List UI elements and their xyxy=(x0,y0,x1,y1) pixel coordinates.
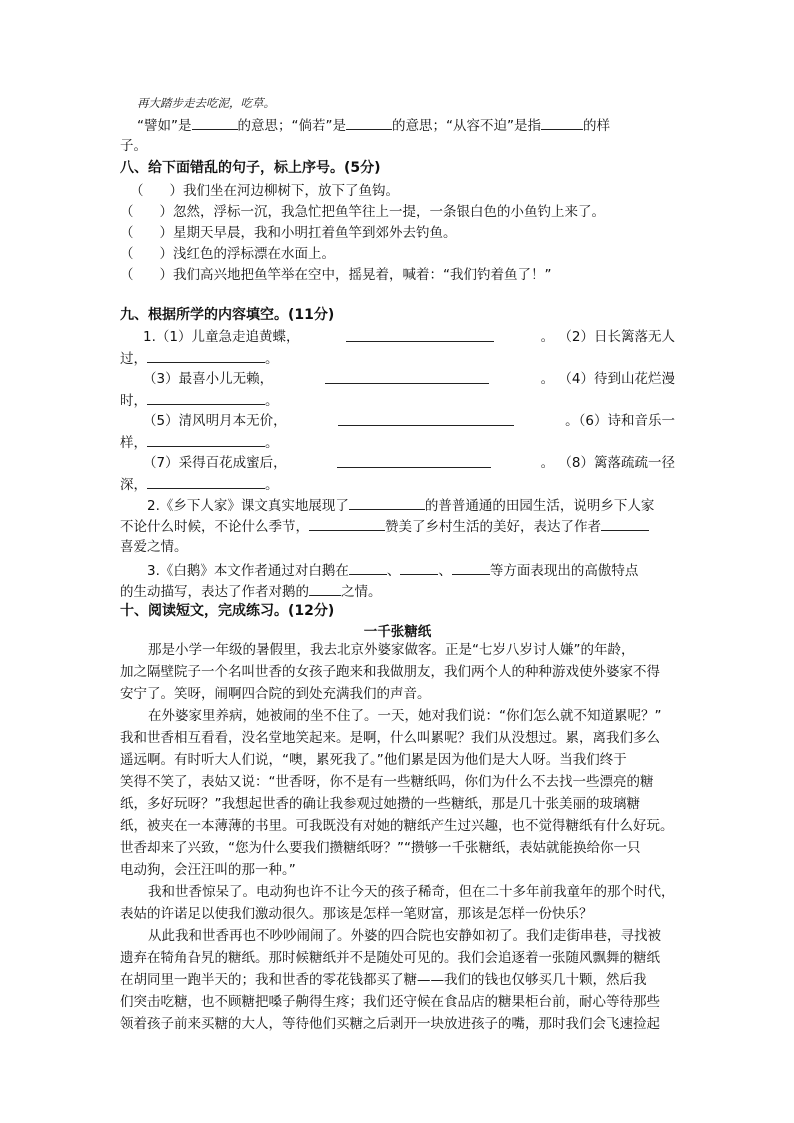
passage-line: 领着孩子前来买糖的大人，等待他们买糖之后剥开一块放进孩子的嘴，那时我们会飞速捡起 xyxy=(120,1016,660,1032)
poem-blank-4[interactable] xyxy=(147,391,265,405)
vocab-blank-2[interactable] xyxy=(346,116,392,130)
passage-line: 在外婆家里养病，她被闹的坐不住了。一天，她对我们说：“你们怎么就不知道累呢？” xyxy=(148,708,662,724)
poem-line: 1.（1）儿童急走追黄蝶， 。 （2）日长篱落无人 xyxy=(143,329,675,345)
poem-blank-5[interactable] xyxy=(338,412,514,426)
poem-blank-1[interactable] xyxy=(346,328,494,342)
q2-blank-2[interactable] xyxy=(309,517,385,531)
q3-blank-4[interactable] xyxy=(309,582,341,596)
passage-title: 一千张糖纸 xyxy=(363,624,432,640)
passage-line: 遥远啊。有时听大人们说，“噢，累死我了。”他们累是因为他们是大人呀。当我们终于 xyxy=(120,752,627,768)
poem-line: 过， 。 xyxy=(120,351,279,367)
order-item: （ ）我们高兴地把鱼竿举在空中，摇晃着，喊着：“我们钓着鱼了！” xyxy=(120,267,552,283)
section-9-heading: 九、根据所学的内容填空。(11分) xyxy=(120,307,335,323)
question-3-line: 的生动描写，表达了作者对鹅的 之情。 xyxy=(120,584,382,600)
section-8-heading: 八、给下面错乱的句子，标上序号。(5分) xyxy=(120,160,381,176)
passage-line: 加之隔壁院子一个名叫世香的女孩子跑来和我做朋友，我们两个人的种种游戏使外婆家不得 xyxy=(120,664,660,680)
q2-blank-3[interactable] xyxy=(601,517,649,531)
poem-line: 样， 。 xyxy=(120,435,279,451)
poem-blank-7[interactable] xyxy=(337,454,491,468)
passage-line: 们突击吃糖，也不顾糖把嗓子齁得生疼；我们还守候在食品店的糖果柜台前，耐心等待那些 xyxy=(120,994,660,1010)
order-item: （ ）忽然，浮标一沉，我急忙把鱼竿往上一提，一条银白色的小鱼钓上来了。 xyxy=(120,204,605,220)
handwritten-line: 再大踏步走去吃泥，吃草。 xyxy=(137,96,275,110)
passage-line: 我和世香惊呆了。电动狗也许不让今天的孩子稀奇，但在二十多年前我童年的那个时代， xyxy=(148,884,675,900)
passage-line: 那是小学一年级的暑假里，我去北京外婆家做客。正是“七岁八岁讨人嫌”的年龄， xyxy=(148,642,635,658)
passage-line: 纸，多好玩呀？”我想起世香的确让我参观过她攒的一些糖纸，那是几十张美丽的玻璃糖 xyxy=(120,796,640,812)
passage-line: 我和世香相互看看，没名堂地笑起来。是啊，什么叫累呢？我们从没想过。累，离我们多么 xyxy=(120,730,660,746)
poem-line: （3）最喜小儿无赖， 。 （4）待到山花烂漫 xyxy=(143,371,675,387)
question-2-line: 不论什么时候，不论什么季节， 赞美了乡村生活的美好，表达了作者 xyxy=(120,517,649,536)
passage-line: 世香却来了兴致，“您为什么要我们攒糖纸呀？”“攒够一千张糖纸，表姑就能换给你一只 xyxy=(120,840,641,856)
question-2: 2.《乡下人家》课文真实地展现了 的普普通通的田园生活，说明乡下人家 xyxy=(147,498,655,514)
passage-line: 纸，被夹在一本薄薄的书里。可我既没有对她的糖纸产生过兴趣，也不觉得糖纸有什么好玩。 xyxy=(120,818,674,834)
poem-blank-6[interactable] xyxy=(147,433,265,447)
passage-line: 从此我和世香再也不吵吵闹闹了。外婆的四合院也安静如初了。我们走街串巷，寻找被 xyxy=(148,928,661,944)
passage-line: 安宁了。笑呀，闹啊四合院的到处充满我们的声音。 xyxy=(120,686,431,702)
poem-line: （5）清风明月本无价， 。（6）诗和音乐一 xyxy=(143,413,675,429)
vocab-blank-3[interactable] xyxy=(541,116,583,130)
poem-line: 深， 。 xyxy=(120,477,279,493)
q3-blank-2[interactable] xyxy=(400,561,438,575)
poem-blank-8[interactable] xyxy=(147,475,265,489)
section-10-heading: 十、阅读短文，完成练习。(12分) xyxy=(120,603,335,619)
passage-line: 在胡同里一跑半天的；我和世香的零花钱都买了糖——我们的钱也仅够买几十颗，然后我 xyxy=(120,972,647,988)
passage-line: 遗弃在犄角旮旯的糖纸。那时候糖纸并不是随处可见的。我们会追逐着一张随风飘舞的糖纸 xyxy=(120,950,660,966)
q3-blank-3[interactable] xyxy=(452,561,490,575)
passage-line: 表姑的许诺足以使我们激动很久。那该是怎样一笔财富，那该是怎样一份快乐？ xyxy=(120,906,593,922)
poem-line: （7）采得百花成蜜后， 。 （8）篱落疏疏一径 xyxy=(143,455,675,471)
passage-line: 笑得不笑了，表姑又说：“世香呀，你不是有一些糖纸吗，你们为什么不去找一些漂亮的糖 xyxy=(120,774,654,790)
passage-line: 电动狗，会汪汪叫的那一种。” xyxy=(120,862,296,878)
question-3: 3.《白鹅》本文作者通过对白鹅在 、 、 等方面表现出的高傲特点 xyxy=(147,563,639,579)
vocab-question-cont: 子。 xyxy=(120,138,147,154)
vocab-blank-1[interactable] xyxy=(192,116,238,130)
order-item: （ ）浅红色的浮标漂在水面上。 xyxy=(120,246,335,262)
vocab-question: “譬如”是 的意思；“倘若”是 的意思；“从容不迫”是指 的样 xyxy=(137,118,610,134)
poem-blank-2[interactable] xyxy=(147,349,265,363)
question-2-line: 喜爱之情。 xyxy=(120,539,188,555)
q3-blank-1[interactable] xyxy=(349,561,387,575)
order-item: （ ）星期天早晨，我和小明扛着鱼竿到郊外去钓鱼。 xyxy=(120,225,457,241)
poem-line: 时， 。 xyxy=(120,393,279,409)
poem-blank-3[interactable] xyxy=(325,370,489,384)
order-item: （ ）我们坐在河边柳树下，放下了鱼钩。 xyxy=(130,183,399,199)
q2-blank-1[interactable] xyxy=(349,496,425,510)
